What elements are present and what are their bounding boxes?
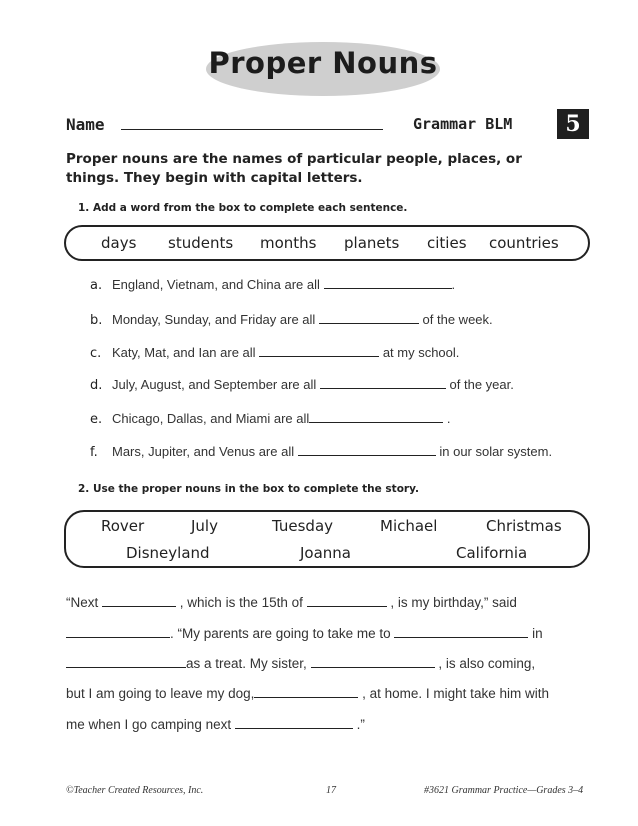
sentence-text: Chicago, Dallas, and Miami are all bbox=[112, 411, 310, 426]
sentence-text-end: of the year. bbox=[449, 377, 514, 392]
sentence-e bbox=[90, 411, 451, 427]
story-text: as a treat. My sister, bbox=[186, 656, 307, 671]
answer-blank[interactable] bbox=[66, 666, 186, 668]
story-text: , is also coming, bbox=[438, 656, 536, 671]
blm-number-badge: 5 bbox=[557, 109, 589, 139]
page-title: Proper Nouns bbox=[208, 46, 438, 80]
answer-blank[interactable] bbox=[309, 421, 443, 423]
word-box-item: months bbox=[260, 234, 317, 252]
answer-blank[interactable] bbox=[394, 636, 528, 638]
story-line-4 bbox=[66, 686, 549, 701]
footer-page-number: 17 bbox=[326, 785, 336, 796]
footer-publisher: ©Teacher Created Resources, Inc. bbox=[66, 785, 204, 796]
sentence-letter: b. bbox=[90, 313, 103, 328]
sentence-letter: f. bbox=[90, 445, 98, 460]
story-text: , which is the 15th of bbox=[179, 595, 303, 610]
answer-blank[interactable] bbox=[319, 322, 419, 324]
sentence-c bbox=[90, 345, 459, 361]
answer-blank[interactable] bbox=[66, 636, 170, 638]
word-box-item: Christmas bbox=[486, 517, 562, 535]
word-box-item: Joanna bbox=[300, 544, 351, 562]
word-box-item: cities bbox=[427, 234, 467, 252]
word-box-item: planets bbox=[344, 234, 400, 252]
answer-blank[interactable] bbox=[259, 355, 379, 357]
grammar-blm-label: Grammar BLM bbox=[413, 115, 513, 133]
word-box-item: California bbox=[456, 544, 528, 562]
sentence-text: Katy, Mat, and Ian are all bbox=[112, 345, 256, 360]
word-box-item: days bbox=[101, 234, 137, 252]
answer-blank[interactable] bbox=[307, 605, 387, 607]
sentence-a bbox=[90, 277, 455, 293]
sentence-text-end: of the week. bbox=[422, 312, 493, 327]
word-box-2 bbox=[64, 510, 590, 568]
word-box-1 bbox=[64, 225, 590, 261]
section2-instruction: 2. Use the proper nouns in the box to complete the story. bbox=[78, 483, 419, 495]
story-text: , at home. I might take him with bbox=[362, 686, 549, 701]
story-line-5 bbox=[66, 717, 365, 732]
sentence-letter: e. bbox=[90, 412, 103, 427]
sentence-letter: a. bbox=[90, 278, 103, 293]
name-field[interactable] bbox=[121, 129, 383, 130]
intro-text: Proper nouns are the names of particular people, places, or things. They begin with capital letters. bbox=[66, 151, 522, 186]
story-text: in bbox=[532, 626, 543, 641]
sentence-text: Mars, Jupiter, and Venus are all bbox=[112, 444, 295, 459]
sentence-d bbox=[90, 377, 514, 393]
word-box-item: Disneyland bbox=[126, 544, 210, 562]
word-box-item: July bbox=[191, 517, 218, 535]
sentence-text-end: . bbox=[451, 277, 456, 292]
answer-blank[interactable] bbox=[254, 696, 358, 698]
word-box-item: Rover bbox=[101, 517, 145, 535]
answer-blank[interactable] bbox=[235, 727, 353, 729]
answer-blank[interactable] bbox=[311, 666, 435, 668]
sentence-b bbox=[90, 312, 493, 328]
answer-blank[interactable] bbox=[320, 387, 446, 389]
answer-blank[interactable] bbox=[298, 454, 436, 456]
word-box-item: countries bbox=[489, 234, 559, 252]
story-text: , is my birthday,” said bbox=[390, 595, 517, 610]
story-text: “Next bbox=[66, 595, 99, 610]
sentence-text: England, Vietnam, and China are all bbox=[112, 277, 320, 292]
sentence-letter: d. bbox=[90, 378, 103, 393]
story-text: me when I go camping next bbox=[66, 717, 232, 732]
answer-blank[interactable] bbox=[102, 605, 176, 607]
word-box-item: students bbox=[168, 234, 234, 252]
sentence-text-end: . bbox=[446, 411, 451, 426]
sentence-text: July, August, and September are all bbox=[112, 377, 317, 392]
answer-blank[interactable] bbox=[324, 287, 452, 289]
story-text: . “My parents are going to take me to bbox=[170, 626, 391, 641]
story-line-3 bbox=[66, 656, 535, 671]
story-text: but I am going to leave my dog, bbox=[66, 686, 255, 701]
sentence-text: Monday, Sunday, and Friday are all bbox=[112, 312, 316, 327]
sentence-f bbox=[90, 444, 552, 460]
footer-book-title: #3621 Grammar Practice—Grades 3–4 bbox=[424, 785, 584, 796]
story-line-2 bbox=[66, 626, 543, 641]
word-box-item: Tuesday bbox=[272, 517, 334, 535]
sentence-text-end: at my school. bbox=[382, 345, 460, 360]
name-label: Name bbox=[66, 115, 105, 134]
word-box-item: Michael bbox=[380, 517, 438, 535]
story-line-1 bbox=[66, 595, 517, 610]
sentence-letter: c. bbox=[90, 346, 102, 361]
story-text: .” bbox=[356, 717, 365, 732]
section1-instruction: 1. Add a word from the box to complete each sentence. bbox=[78, 202, 408, 214]
sentence-text-end: in our solar system. bbox=[439, 444, 553, 459]
